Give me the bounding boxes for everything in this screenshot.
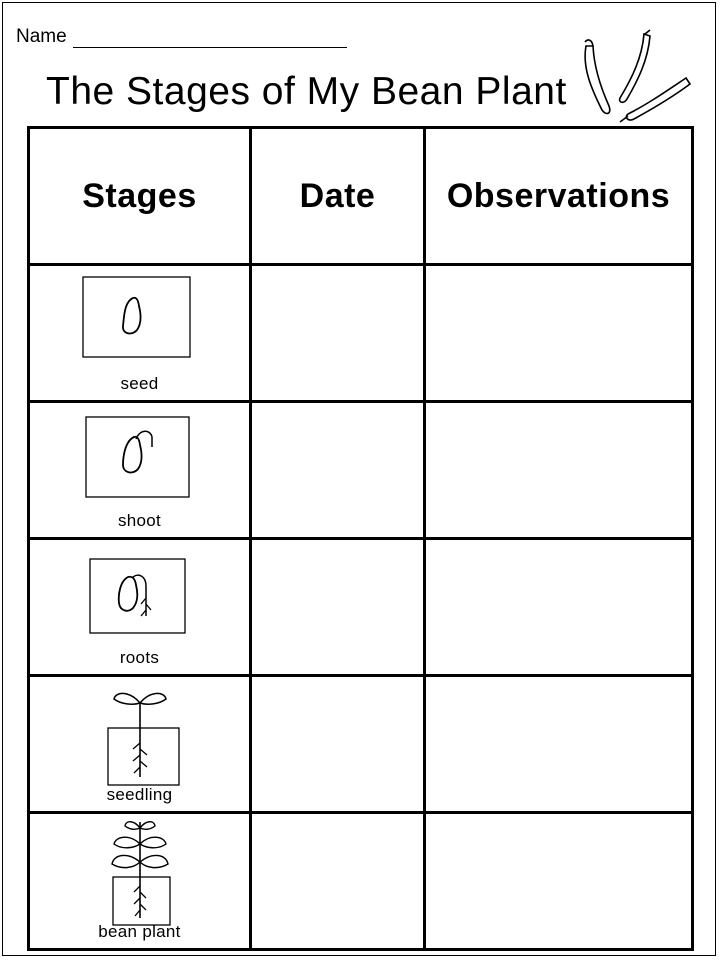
date-cell[interactable] — [251, 676, 425, 813]
stage-label-seed: seed — [120, 374, 159, 393]
stage-label-shoot: shoot — [117, 511, 162, 530]
table-row — [29, 813, 693, 950]
observations-cell[interactable] — [425, 813, 693, 950]
table-row — [29, 539, 693, 676]
stage-cell-roots — [29, 539, 251, 676]
table-row — [29, 265, 693, 402]
column-header-date: Date — [251, 128, 425, 265]
date-cell[interactable] — [251, 265, 425, 402]
stage-cell-seedling — [29, 676, 251, 813]
stage-label-roots: roots — [119, 648, 160, 667]
table-row — [29, 402, 693, 539]
column-header-observations: Observations — [425, 128, 693, 265]
observations-cell[interactable] — [425, 539, 693, 676]
name-field-line[interactable] — [73, 29, 347, 48]
stage-label-bean-plant: bean plant — [98, 922, 181, 941]
observations-cell[interactable] — [425, 402, 693, 539]
bean-stages-table — [27, 126, 694, 951]
page-title: The Stages of My Bean Plant — [46, 70, 567, 113]
stage-label-seedling: seedling — [106, 785, 173, 804]
name-row — [16, 26, 347, 48]
observations-cell[interactable] — [425, 265, 693, 402]
date-cell[interactable] — [251, 813, 425, 950]
bean-pods-illustration — [578, 28, 698, 128]
name-label: Name — [16, 26, 67, 47]
date-cell[interactable] — [251, 402, 425, 539]
stage-cell-bean-plant — [29, 813, 251, 950]
table-header-row — [29, 128, 693, 265]
observations-cell[interactable] — [425, 676, 693, 813]
column-header-stages: Stages — [29, 128, 251, 265]
table-row — [29, 676, 693, 813]
date-cell[interactable] — [251, 539, 425, 676]
stage-cell-shoot — [29, 402, 251, 539]
stage-cell-seed — [29, 265, 251, 402]
